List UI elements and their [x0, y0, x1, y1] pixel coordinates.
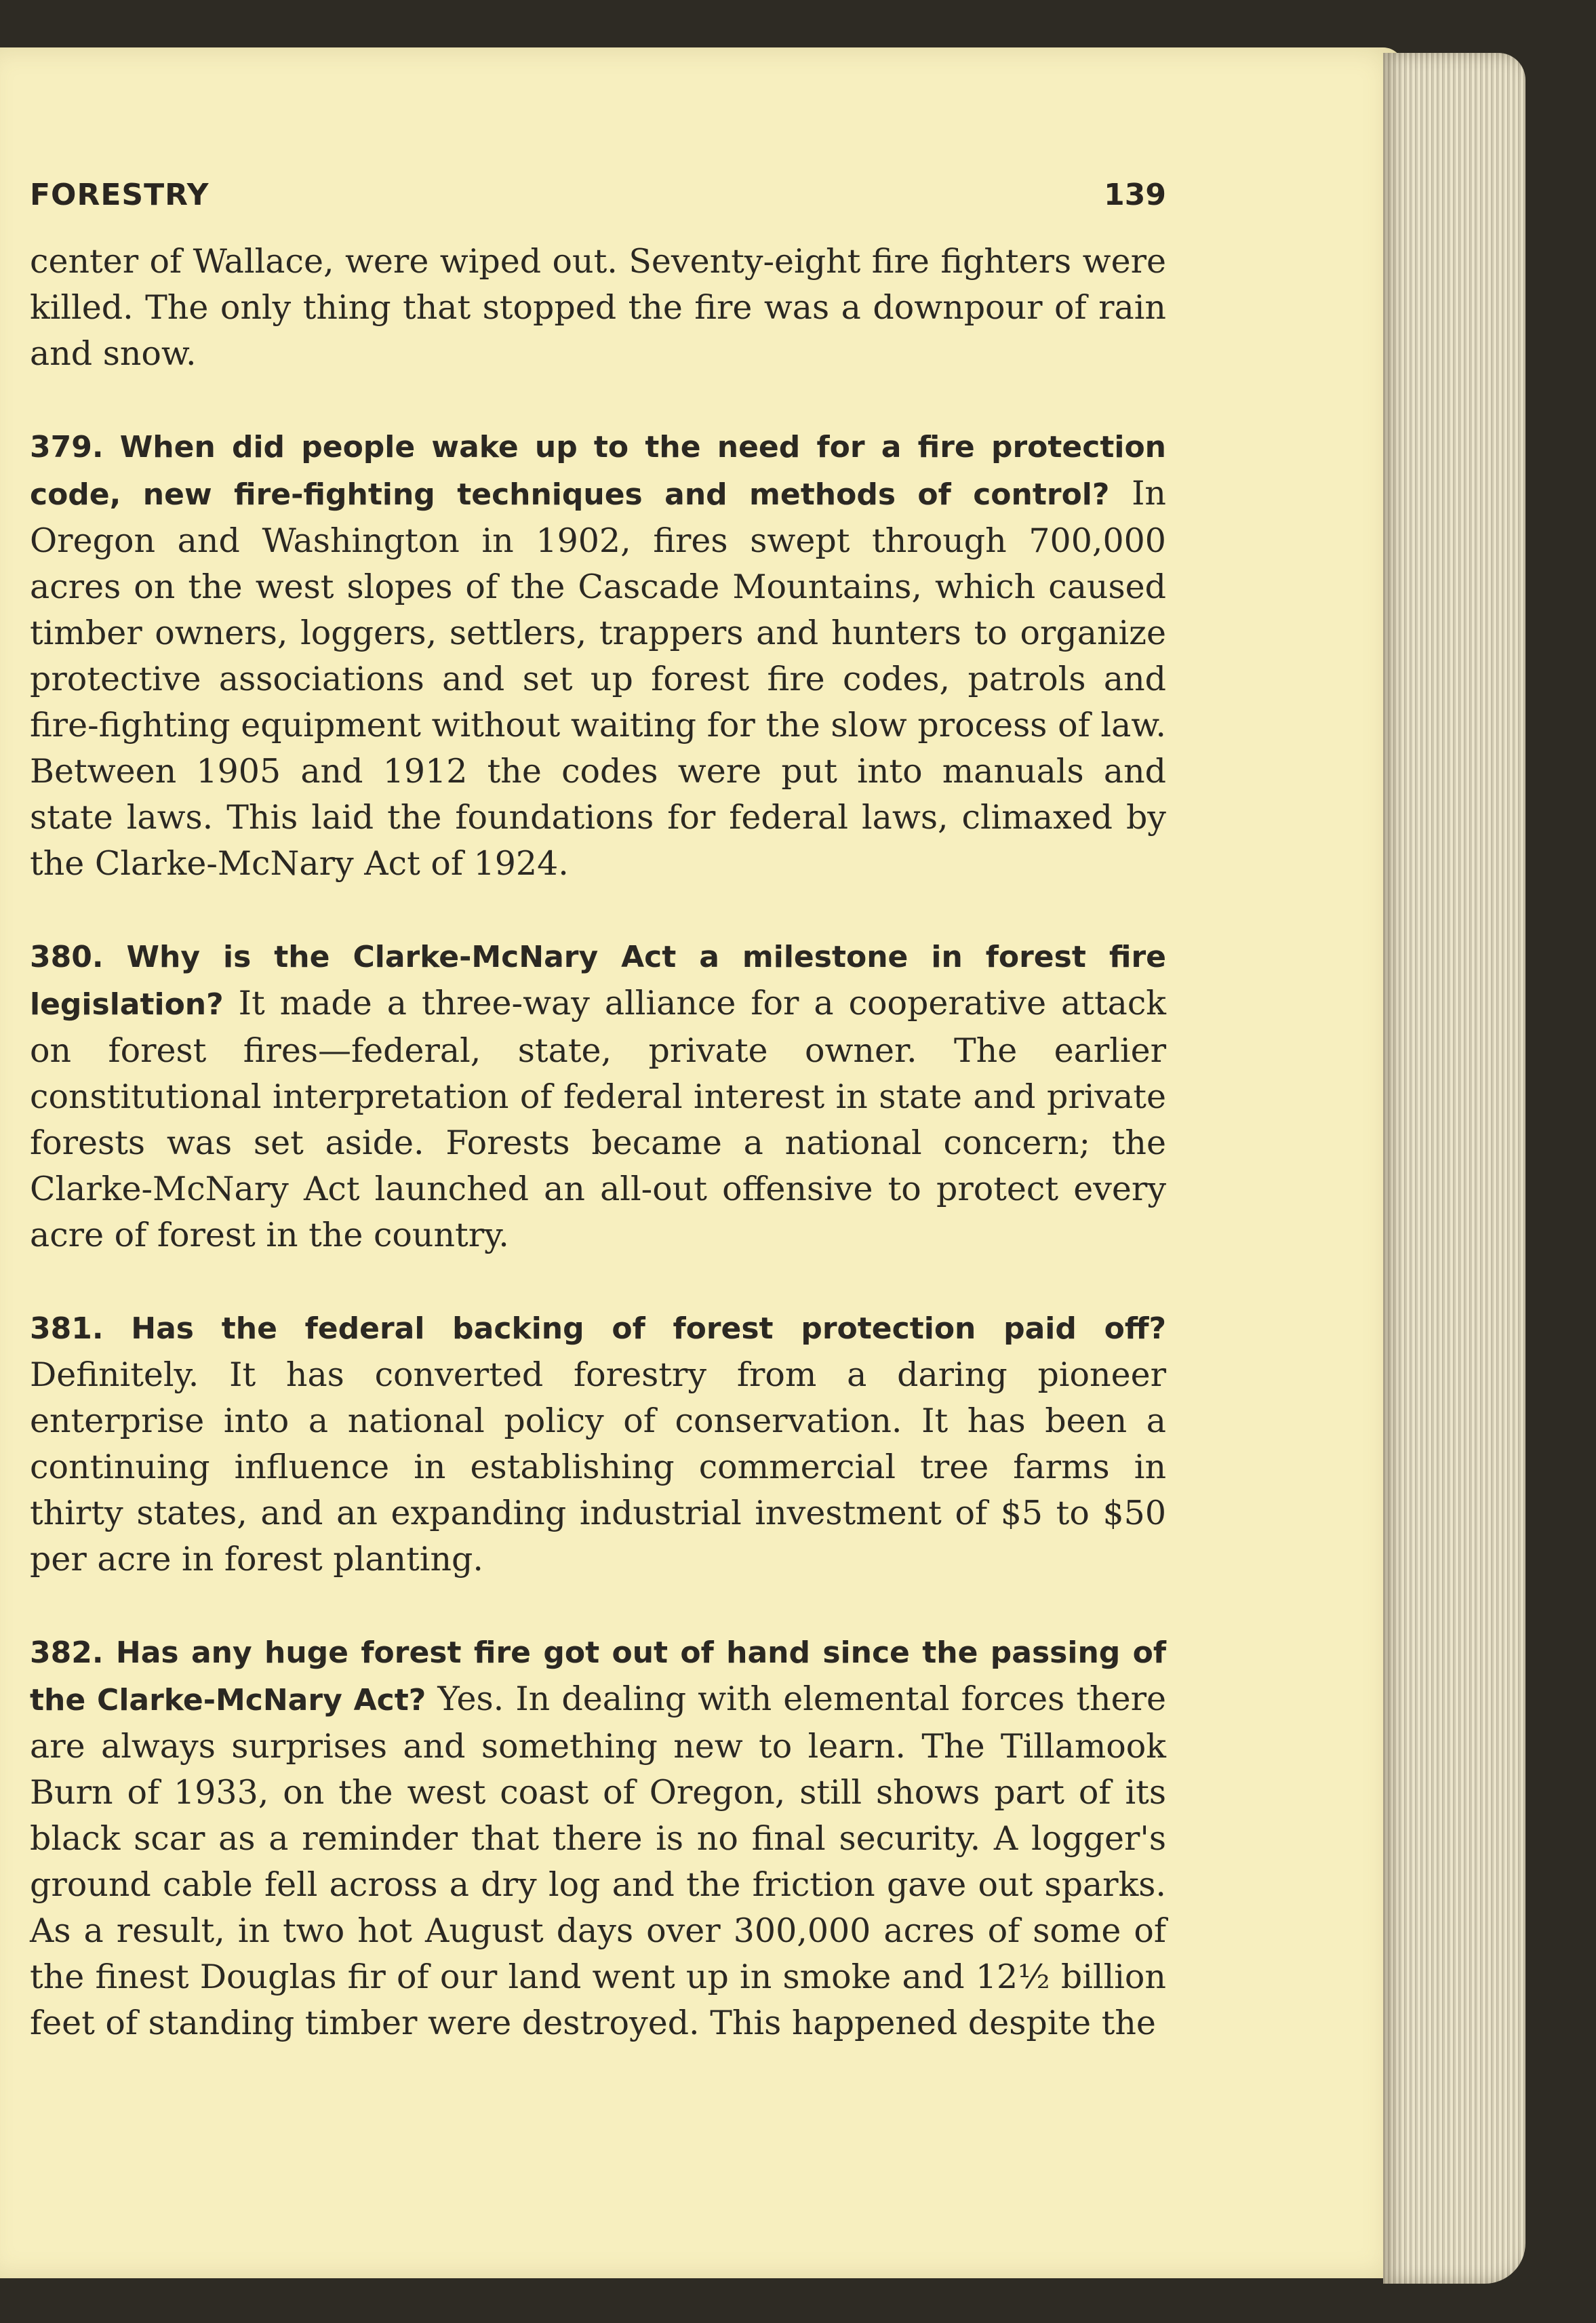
question-380: 380. Why is the Clarke-McNary Act a milestone in forest fire legislation? [30, 940, 1166, 1022]
question-379: 379. When did people wake up to the need for a fire protection code, new fire-fighting techniques and methods of control? [30, 430, 1166, 512]
question-381: 381. Has the federal backing of forest protection paid off? [30, 1311, 1166, 1346]
answer-379: In Oregon and Washington in 1902, fires swept through 700,000 acres on the west slopes of the Cascade Mountains, which caused timber owners, loggers, settlers, trappers and hunters to organize protective associations and set up forest fire codes, patrols and fire-fighting equipment without waiting for the slow process of law. Between 1905 and 1912 the codes were put into manuals and state laws. This laid the foundations for federal laws, climaxed by the Clarke-McNary Act of 1924. [30, 474, 1166, 883]
page-number: 139 [1104, 178, 1166, 212]
page-edges [1383, 53, 1525, 2284]
answer-382: Yes. In dealing with elemental forces there are always surprises and something new to learn. The Tillamook Burn of 1933, on the west coast of Oregon, still shows part of its black scar as a reminder that there is no final security. A logger's ground cable fell across a dry log and the friction gave out sparks. As a result, in two hot August days over 300,000 acres of some of the finest Douglas fir of our land went up in smoke and 12½ billion feet of standing timber were destroyed. This happened despite the [30, 1680, 1167, 2042]
paragraph-381 [30, 1305, 1166, 1583]
paragraph-380 [30, 933, 1166, 1258]
page-body [30, 239, 1166, 2092]
running-header [30, 178, 1166, 225]
section-title: FORESTRY [30, 178, 210, 212]
paragraph-text: center of Wallace, were wiped out. Seventy-eight fire fighters were killed. The only thing that stopped the fire was a downpour of rain and snow. [30, 242, 1166, 373]
paragraph-continuation [30, 239, 1166, 377]
paragraph-382 [30, 1629, 1166, 2046]
answer-381: Definitely. It has converted forestry from a daring pioneer enterprise into a national policy of conservation. It has been a continuing influence in establishing commercial tree farms in thirty states, and an expanding industrial investment of $5 to $50 per acre in forest planting. [30, 1355, 1166, 1579]
paragraph-379 [30, 423, 1166, 887]
answer-380: It made a three-way alliance for a cooperative attack on forest fires—federal, state, private owner. The earlier constitutional interpretation of federal interest in state and private forests was set aside. Forests became a national concern; the Clarke-McNary Act launched an all-out offensive to protect every acre of forest in the country. [30, 984, 1166, 1254]
question-382: 382. Has any huge forest fire got out of hand since the passing of the Clarke-McNary Act? [30, 1635, 1166, 1718]
